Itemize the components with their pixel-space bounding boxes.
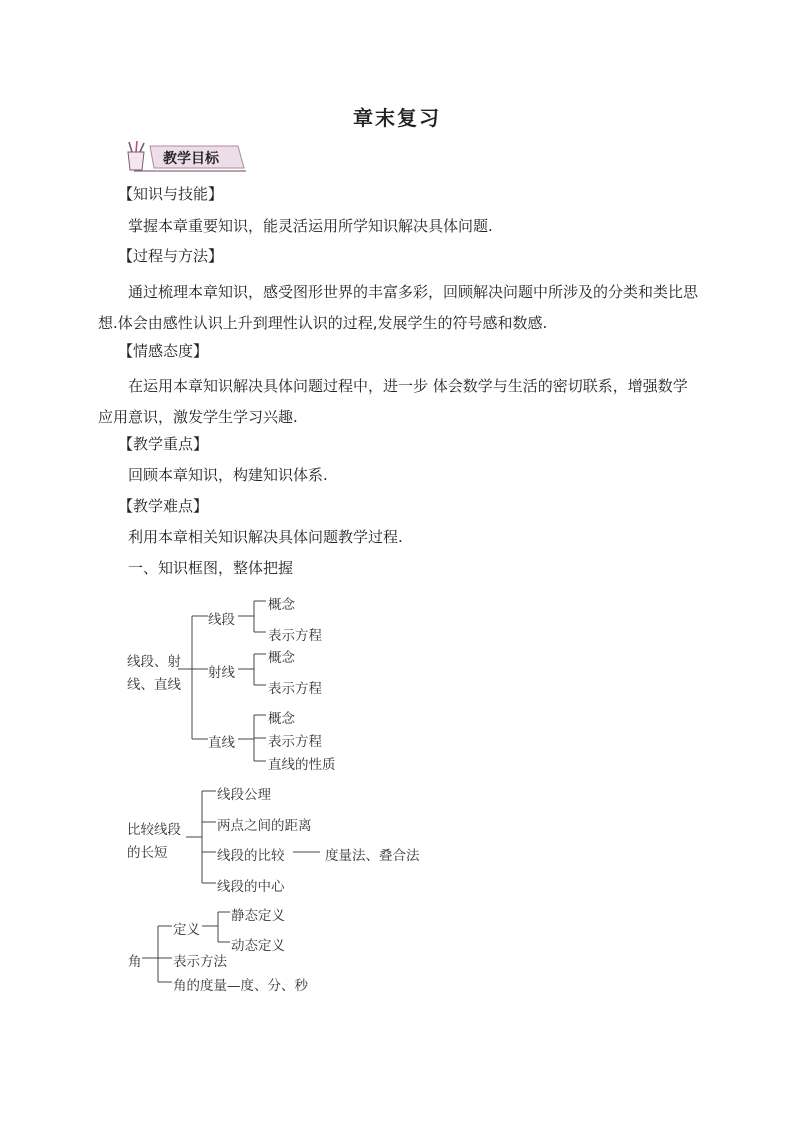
tree3-dynamic-definition: 动态定义: [231, 938, 285, 954]
tree1-root-line1: 线段、射: [127, 654, 181, 670]
tree3-measure: 角的度量—度、分、秒: [173, 978, 308, 994]
framework-heading: 一、知识框图，整体把握: [128, 559, 294, 577]
process-text: 通过梳理本章知识，感受图形世界的丰富多彩，回顾解决问题中所涉及的分类和类比思想.体会由感性认识上升到理性认识的过程,发展学生的符号感和数感.: [98, 283, 699, 332]
process-heading: 【过程与方法】: [118, 247, 224, 265]
banner-label: 教学目标: [163, 151, 219, 167]
difficulty-heading: 【教学难点】: [118, 497, 209, 515]
tree2-root-line1: 比较线段: [127, 822, 181, 838]
knowledge-text: 掌握本章重要知识，能灵活运用所学知识解决具体问题.: [128, 217, 493, 235]
tree1-line-property: 直线的性质: [268, 757, 336, 773]
tree1-root-line2: 线、直线: [127, 677, 181, 693]
tree2-comparison: 线段的比较: [217, 848, 285, 864]
tree3-root: 角: [128, 954, 142, 970]
knowledge-heading: 【知识与技能】: [118, 185, 224, 203]
tree2-root-line2: 的长短: [127, 845, 168, 861]
tree3-definition: 定义: [173, 922, 200, 938]
tree2-distance: 两点之间的距离: [217, 818, 312, 834]
tree1-segment-notation: 表示方程: [268, 628, 322, 644]
key-heading: 【教学重点】: [118, 435, 209, 453]
page-title: 章末复习: [353, 106, 441, 130]
tree2-midpoint: 线段的中心: [217, 879, 285, 895]
difficulty-text: 利用本章相关知识解决具体问题教学过程.: [128, 528, 403, 546]
key-text: 回顾本章知识，构建知识体系.: [128, 466, 328, 484]
tree2-compare-methods: 度量法、叠合法: [325, 848, 420, 864]
tree1-ray-concept: 概念: [268, 650, 295, 666]
tree3-notation: 表示方法: [173, 954, 227, 970]
tree1-ray: 射线: [208, 665, 235, 681]
tree1-line-notation: 表示方程: [268, 734, 322, 750]
tree1-segment: 线段: [208, 612, 235, 628]
tree1-line-concept: 概念: [268, 711, 295, 727]
tree1-ray-notation: 表示方程: [268, 681, 322, 697]
tree2-axiom: 线段公理: [217, 787, 271, 803]
emotion-text: 在运用本章知识解决具体问题过程中，进一步 体会数学与生活的密切联系，增强数学应用意识，激发学生学习兴趣.: [98, 377, 688, 426]
tree1-line: 直线: [208, 735, 235, 751]
tree1-segment-concept: 概念: [268, 597, 295, 613]
emotion-heading: 【情感态度】: [118, 342, 209, 360]
tree3-static-definition: 静态定义: [231, 908, 285, 924]
